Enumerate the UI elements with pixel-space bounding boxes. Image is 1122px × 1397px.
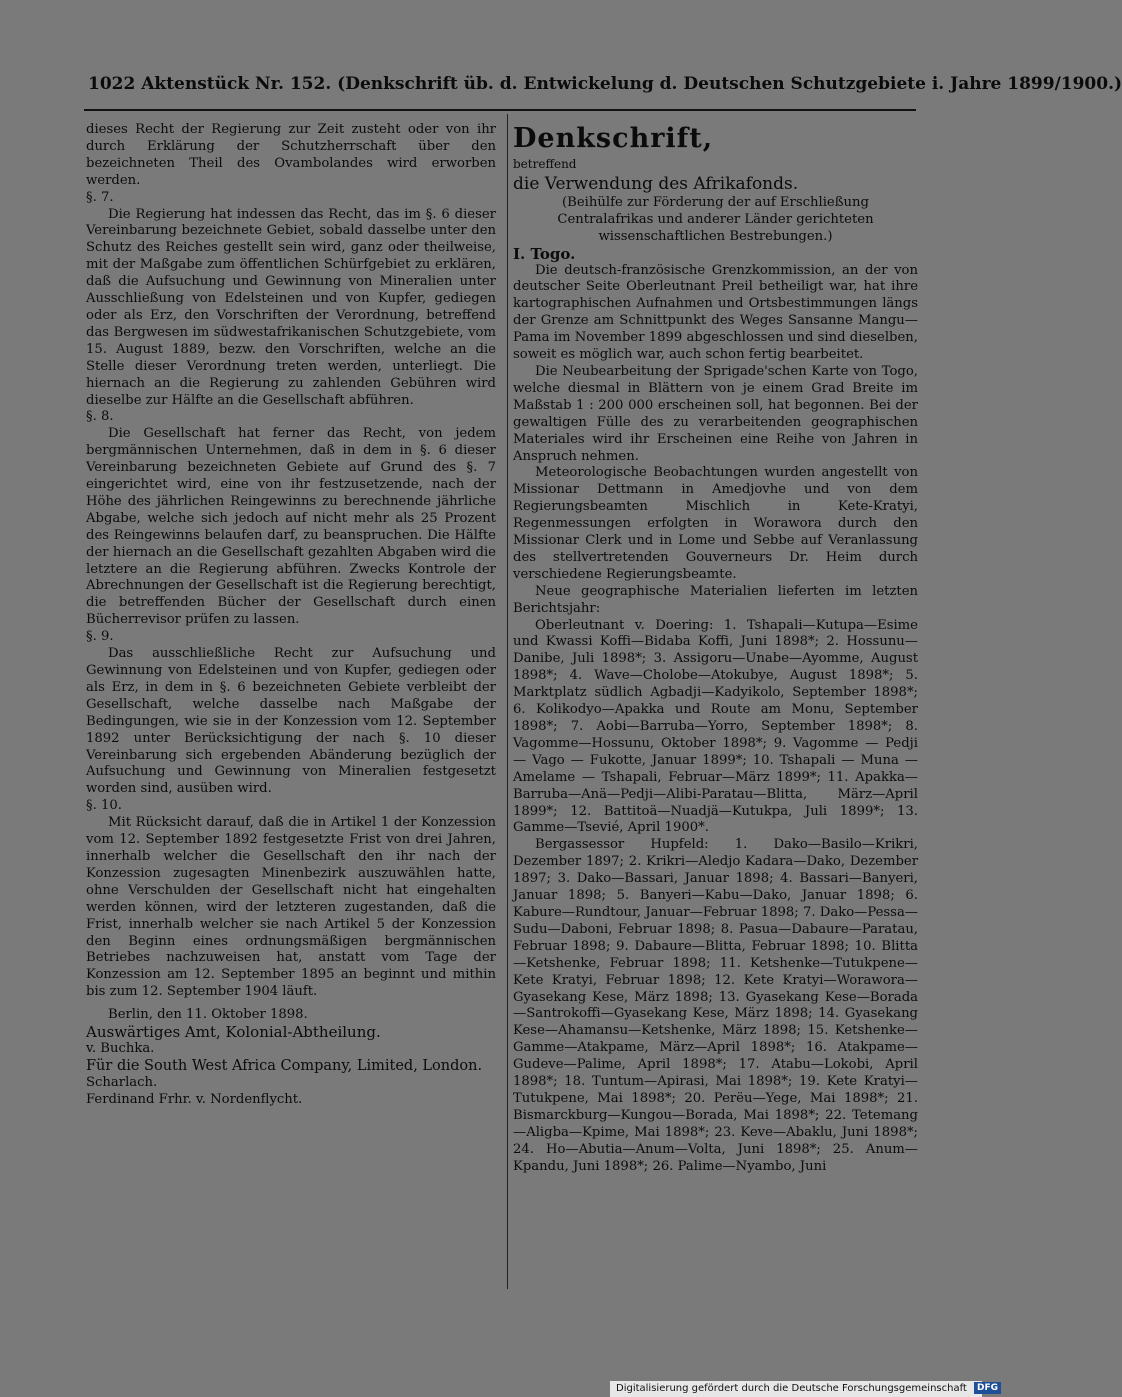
paragraph-hupfeld-routes: Bergassessor Hupfeld: 1. Dako—Basilo—Krikri, Dezember 1897; 2. Krikri—Aledjo Kadara—Dako, Dezember 1897; 3. Dako—Bassari, Januar 1898; 4. Bassari—Banyeri, Januar 1898; 5. Banyeri—Kabu—Dako, Januar 1898; 6. Kabure—Rundtour, Januar—Februar 1898; 7. Dako—Pessa—Sudu—Daboni, Februar 1898; 8. Pasua—Dabaure—Paratau, Februar 1898; 9. Dabaure—Blitta, Februar 1898; 10. Blitta—Ketshenke, Februar 1898; 11. Ketshenke—Tutukpene—Kete Kratyi, Februar 1898; 12. Kete Kratyi—Worawora—Gyasekang Kese, März 1898; 13. Gyasekang Kese—Borada—Santrokoffi—Gyasekang Kese, März 1898; 14. Gyasekang Kese—Ahamansu—Ketshenke, März 1898; 15. Ketshenke—Gamme—Atakpame, März—April 1898*; 16. Atakpame—Gudeve—Palime, April 1898*; 17. Atabu—Lokobi, April 1898*; 18. Tuntum—Apirasi, Mai 1898*; 19. Kete Kratyi—Tutukpene, Mai 1898*; 20. Perëu—Yege, Mai 1898*; 21. Bismarckburg—Kungou—Borada, Mai 1898*; 22. Tetemang—Aligba—Kpime, Mai 1898*; 23. Keve—Abaklu, Juni 1898*; 24. Ho—Abutia—Anum—Volta, Juni 1898*; 25. Anum—Kpandu, Juni 1898*; 26. Palime—Nyambo, Juni bbox=[513, 837, 918, 1174]
page-header: 1022 Aktenstück Nr. 152. (Denkschrift üb. d. Entwickelung d. Deutschen Schutzgebiete i. Jahre 1899/1900.) bbox=[88, 74, 1122, 94]
paragraph-10: Mit Rücksicht darauf, daß die in Artikel 1 der Konzession vom 12. September 1892 festgesetzte Frist von drei Jahren, innerhalb welcher die Gesellschaft den ihr nach der Konzession zugesagten Minenbezirk auszuwählen hatte, ohne Verschulden der Gesellschaft nicht hat eingehalten werden können, wird der letzteren zugestanden, daß die Frist, innerhalb welcher sie nach Artikel 5 der Konzession den Beginn eines ordnungsmäßigen bergmännischen Betriebes nachzuweisen hat, anstatt vom Tage der Konzession am 12. September 1895 an beginnt und mithin bis zum 12. September 1904 läuft. bbox=[86, 815, 496, 1000]
signature-company: Für die South West Africa Company, Limited, London. bbox=[86, 1057, 483, 1074]
place-date: Berlin, den 11. Oktober 1898. bbox=[108, 1007, 308, 1023]
footer-text: Digitalisierung gefördert durch die Deutsche Forschungsgemeinschaft bbox=[616, 1383, 967, 1394]
paragraph-7: Die Regierung hat indessen das Recht, das im §. 6 dieser Vereinbarung bezeichnete Gebiet, sobald dasselbe unter den Schutz des Reiches gestellt sein wird, ganz oder theilweise, mit der Maßgabe zum öffentlichen Schürfgebiet zu erklären, daß die Aufsuchung und Gewinnung von Mineralien unter Ausschließung von Edelsteinen und von Kupfer, gediegen oder als Erz, den Vorschriften der Verordnung, betreffend das Bergwesen im südwestafrikanischen Schutzgebiete, vom 15. August 1889, bezw. den Vorschriften, welche an die Stelle dieser Verordnung treten werden, unterliegt. Die hiernach an die Regierung zu zahlenden Gebühren wird dieselbe zur Hälfte an die Gesellschaft abführen. bbox=[86, 206, 496, 408]
memorandum-title: Denkschrift, bbox=[513, 123, 714, 154]
signature-name-nordenflycht: Ferdinand Frhr. v. Nordenflycht. bbox=[86, 1091, 303, 1107]
right-column bbox=[513, 122, 918, 1175]
dfg-logo: DFG bbox=[974, 1382, 1001, 1394]
section-heading-9: §. 9. bbox=[86, 629, 114, 645]
signature-office: Auswärtiges Amt, Kolonial-Abtheilung. bbox=[86, 1023, 381, 1042]
paragraph-map-revision: Die Neubearbeitung der Sprigade'schen Karte von Togo, welche diesmal in Blättern von je einem Grad Breite im Maßstab 1 : 200 000 erscheinen soll, hat begonnen. Bei der gewaltigen Fülle des zu verarbeitenden geographischen Materiales wird ihr Erscheinen eine Reihe von Jahren in Anspruch nehmen. bbox=[513, 363, 918, 464]
section-heading-7: §. 7. bbox=[86, 189, 114, 205]
header-rule bbox=[84, 109, 916, 111]
column-divider bbox=[507, 114, 508, 1289]
signature-name-scharlach: Scharlach. bbox=[86, 1074, 158, 1090]
section-heading-10: §. 10. bbox=[86, 798, 122, 814]
memorandum-subtitle: die Verwendung des Afrikafonds. bbox=[513, 173, 799, 194]
left-column bbox=[86, 122, 496, 1109]
paragraph-continuation: dieses Recht der Regierung zur Zeit zusteht oder von ihr durch Erklärung der Schutzherrschaft über den bezeichneten Theil des Ovambolandes wird erworben werden. bbox=[86, 122, 496, 188]
paragraph-doering-routes: Oberleutnant v. Doering: 1. Tshapali—Kutupa—Esime und Kwassi Koffi—Bidaba Koffi, Juni 1898*; 2. Hossunu—Danibe, Juli 1898*; 3. Assigoru—Unabe—Ayomme, August 1898*; 4. Wave—Cholobe—Atokubye, August 1898*; 5. Marktplatz südlich Agbadji—Kadyikolo, September 1898*; 6. Kolikodyo—Apakka und Route am Monu, September 1898*; 7. Aobi—Barruba—Yorro, September 1898*; 8. Vagomme—Hossunu, Oktober 1898*; 9. Vagomme — Pedji — Vago — Fukotte, Januar 1899*; 10. Tshapali — Muna — Amelame — Tshapali, Februar—März 1899*; 11. Apakka—Barruba—Anä—Pedji—Alibi-Paratau—Blitta, März—April 1899*; 12. Battitoä—Nuadjä—Kutukpa, Juli 1899*; 13. Gamme—Tsevié, April 1900*. bbox=[513, 617, 918, 836]
section-heading-8: §. 8. bbox=[86, 409, 114, 425]
paragraph-meteorology: Meteorologische Beobachtungen wurden angestellt von Missionar Dettmann in Amedjovhe und von dem Regierungsbeamten Mischlich in Kete-Kratyi, Regenmessungen erfolgten in Worawora durch den Missionar Clerk und in Lome und Sebbe auf Veranlassung des stellvertretenden Gouverneurs Dr. Heim durch verschiedene Regierungsbeamte. bbox=[513, 465, 918, 582]
paragraph-9: Das ausschließliche Recht zur Aufsuchung und Gewinnung von Edelsteinen und von Kupfer, gediegen oder als Erz, in dem in §. 6 bezeichneten Gebiete verbleibt der Gesellschaft, welche dasselbe nach Maßgabe der Bedingungen, wie sie in der Konzession vom 12. September 1892 unter Berücksichtigung der nach §. 10 dieser Vereinbarung sich ergebenden Abänderung bezüglich der Aufsuchung und Gewinnung von Mineralien festgesetzt worden sind, ausüben wird. bbox=[86, 646, 496, 797]
title-betreffend: betreffend bbox=[513, 157, 577, 171]
paragraph-border-commission: Die deutsch-französische Grenzkommission, an der von deutscher Seite Oberleutnant Preil betheiligt war, hat ihre kartographischen Aufnahmen und Ortsbestimmungen längs der Grenze am Schnittpunkt des Weges Sansanne Mangu—Pama im November 1899 abgeschlossen und sind dieselben, soweit es möglich war, auch schon fertig bearbeitet. bbox=[513, 262, 918, 363]
signature-name-buchka: v. Buchka. bbox=[86, 1040, 155, 1056]
memorandum-note: (Beihülfe zur Förderung der auf Erschließung Centralafrikas und anderer Länder gerichteten wissenschaftlichen Bestrebungen.) bbox=[557, 194, 874, 244]
paragraph-8: Die Gesellschaft hat ferner das Recht, von jedem bergmännischen Unternehmen, daß in dem in §. 6 dieser Vereinbarung bezeichneten Gebiete auf Grund des §. 7 eingerichtet wird, eine von ihr festzusetzende, nach der Höhe des jährlichen Reingewinns zu berechnende jährliche Abgabe, welche sich jedoch auf nicht mehr als 25 Prozent des Reingewinns belaufen darf, zu beanspruchen. Die Hälfte der hiernach an die Gesellschaft gezahlten Abgaben wird die letztere an die Regierung abführen. Zwecks Kontrole der Abrechnungen der Gesellschaft ist die Regierung berechtigt, die betreffenden Bücher der Gesellschaft durch einen Bücherrevisor prüfen zu lassen. bbox=[86, 426, 496, 628]
paragraph-new-materials: Neue geographische Materialien lieferten im letzten Berichtsjahr: bbox=[513, 583, 918, 616]
digitization-footer bbox=[610, 1381, 999, 1397]
section-heading-togo: I. Togo. bbox=[513, 244, 576, 263]
